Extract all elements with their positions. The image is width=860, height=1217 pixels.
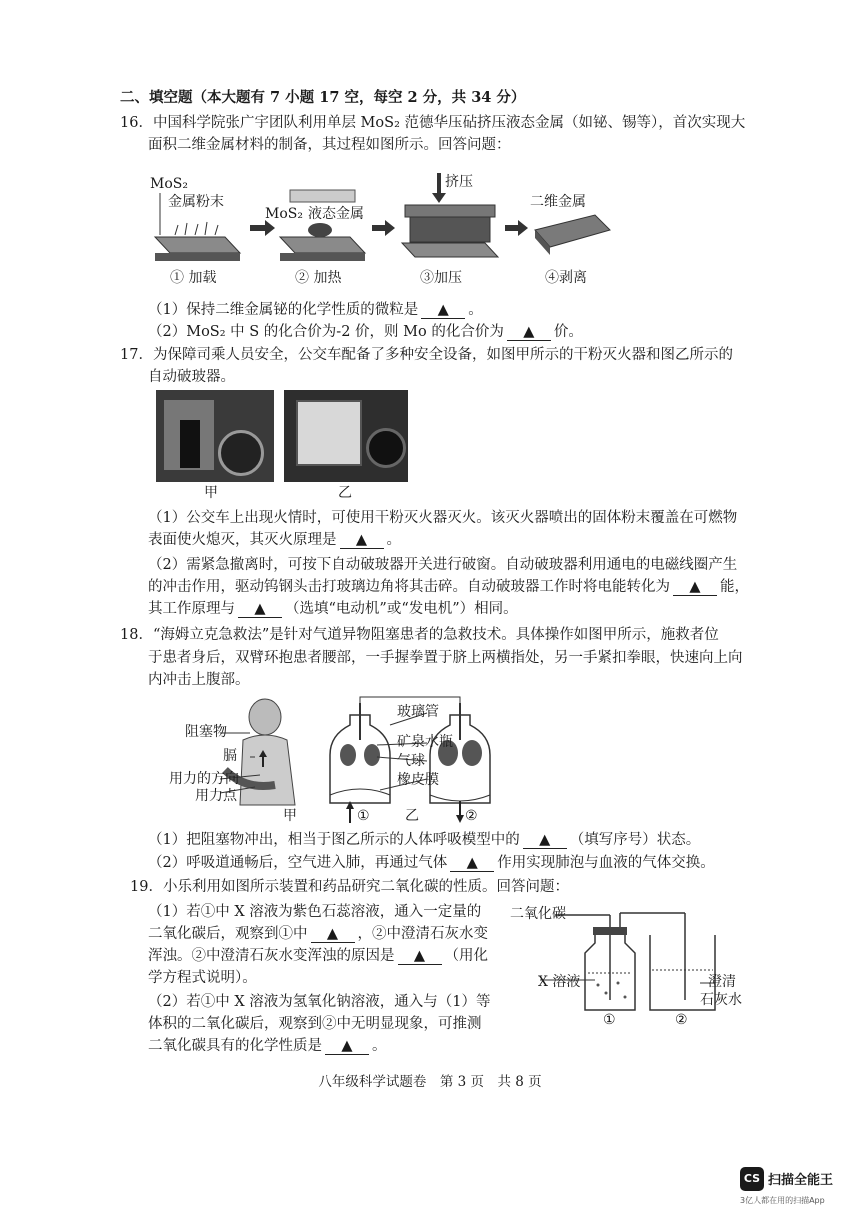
q16-part2: （2）MoS₂ 中 S 的化合价为-2 价，则 Mo 的化合价为 ▲ 价。 [148,324,583,340]
q18-part2: （2）呼吸道通畅后，空气进入肺，再通过气体 ▲ 作用实现肺泡与血液的气体交换。 [148,855,715,871]
label-limewater-2: 石灰水 [700,992,742,1008]
q16-stem-line2: 面积二维金属材料的制备，其过程如图所示。回答问题： [148,137,511,153]
label-model-state-2: ② [465,808,478,824]
caption-heimlich-a: 甲 [283,808,297,824]
answer-blank-q17-2[interactable]: ▲ [673,579,717,596]
label-step-load: ① 加载 [170,270,217,286]
photo-glass-breaker [284,390,408,482]
label-limewater-1: 澄清 [708,974,736,990]
q16-part1: （1）保持二维金属铋的化学性质的微粒是 ▲ 。 [148,302,483,318]
label-carbon-dioxide: 二氧化碳 [510,906,566,922]
q18-stem-line3: 内冲击上腹部。 [148,672,250,688]
answer-blank-q17-1[interactable]: ▲ [340,532,384,549]
heimlich-illustration [165,695,515,825]
answer-blank-q19-1[interactable]: ▲ [311,926,355,943]
q17-stem-line2: 自动破玻器。 [148,369,235,385]
q18-figure [165,695,515,825]
page-footer: 八年级科学试题卷 第 3 页 共 8 页 [318,1074,542,1090]
label-mos2-mid: MoS₂ [265,206,303,222]
q19-line2: 二氧化碳后，观察到①中 ▲ ，②中澄清石灰水变 [148,926,488,942]
caption-fig-a: 甲 [204,485,218,501]
label-beaker-2: ② [675,1012,688,1028]
q17-part1-line2: 表面使火熄灭，其灭火原理是 ▲ 。 [148,532,401,548]
photo-extinguisher [156,390,274,482]
caption-model-b: 乙 [405,808,419,824]
label-step-peel: ④剥离 [545,270,587,286]
answer-blank-q18-1[interactable]: ▲ [523,832,567,849]
label-step-press: ③加压 [420,270,462,286]
scanner-app-name: 扫描全能王 [768,1173,834,1188]
answer-blank-q19-2[interactable]: ▲ [398,948,442,965]
label-mos2-top: MoS₂ [150,176,188,192]
co2-apparatus-diagram [500,905,760,1035]
scanner-tagline: 3亿人都在用的扫描App [740,1196,825,1205]
answer-blank-q18-2[interactable]: ▲ [450,855,494,872]
answer-blank-q16-1[interactable]: ▲ [421,302,465,319]
q19-line7: 二氧化碳具有的化学性质是 ▲ 。 [148,1038,387,1054]
label-force-direction: 用力的方向 [169,771,239,787]
q19-line3: 浑浊。②中澄清石灰水变浑浊的原因是 ▲ （用化 [148,948,488,964]
section-title: 二、填空题（本大题有 7 小题 17 空，每空 2 分，共 34 分） [120,89,526,106]
q18-stem-line1: 18．“海姆立克急救法”是针对气道异物阻塞患者的急救技术。具体操作如图甲所示，施救者位 [120,627,719,643]
label-obstruction: 阻塞物 [185,724,227,740]
label-flask-1: ① [603,1012,616,1028]
q16-figure [140,165,620,300]
q16-stem-line1: 16．中国科学院张广宇团队利用单层 MoS₂ 范德华压砧挤压液态金属（如铋、锡等），首次实现大 [120,115,746,131]
label-x-solution: X 溶液 [538,974,581,990]
label-diaphragm: 膈 [223,748,237,764]
label-metal-powder: 金属粉末 [168,194,224,210]
q19-line6: 体积的二氧化碳后，观察到②中无明显现象，可推测 [148,1016,482,1032]
label-glass-tube: 玻璃管 [397,704,439,720]
q17-stem-line1: 17．为保障司乘人员安全，公交车配备了多种安全设备，如图甲所示的干粉灭火器和图乙所示的 [120,347,733,363]
q19-line1: （1）若①中 X 溶液为紫色石蕊溶液，通入一定量的 [148,904,482,920]
label-rubber-membrane: 橡皮膜 [397,772,439,788]
label-force-point: 用力点 [195,788,237,804]
scanner-watermark [740,1165,850,1209]
label-water-bottle: 矿泉水瓶 [397,734,453,750]
label-squeeze: 挤压 [445,174,473,190]
q18-part1: （1）把阻塞物冲出，相当于图乙所示的人体呼吸模型中的 ▲ （填写序号）状态。 [148,832,701,848]
q18-stem-line2: 于患者身后，双臂环抱患者腰部，一手握拳置于脐上两横指处，另一手紧扣拳眼，快速向上向 [148,650,743,666]
label-liquid-metal: 液态金属 [308,206,364,222]
q19-line5: （2）若①中 X 溶液为氢氧化钠溶液，通入与（1）等 [148,994,491,1010]
q19-apparatus [500,905,760,1035]
q17-part2-line3: 其工作原理与 ▲ （选填“电动机”或“发电机”）相同。 [148,601,518,617]
q17-part1-line1: （1）公交车上出现火情时，可使用干粉灭火器灭火。该灭火器喷出的固体粉末覆盖在可燃物 [148,510,738,526]
q17-part2-line2: 的冲击作用，驱动钨钢头击打玻璃边角将其击碎。自动破玻器工作时将电能转化为 ▲ 能， [148,579,749,595]
label-step-heat: ② 加热 [295,270,342,286]
label-model-state-1: ① [357,808,370,824]
q19-line4: 学方程式说明）。 [148,970,257,986]
label-2d-metal: 二维金属 [530,194,586,210]
q19-stem: 19．小乐利用如图所示装置和药品研究二氧化碳的性质。回答问题： [130,879,569,895]
anvil-base-1 [155,237,240,253]
label-balloon: 气球 [397,753,425,769]
caption-fig-b: 乙 [338,485,352,501]
q17-part2-line1: （2）需紧急撤离时，可按下自动破玻器开关进行破窗。自动破玻器利用通电的电磁线圈产生 [148,557,738,573]
answer-blank-q19-3[interactable]: ▲ [325,1038,369,1055]
answer-blank-q16-2[interactable]: ▲ [507,324,551,341]
scanner-logo-icon: CS [740,1167,764,1191]
answer-blank-q17-3[interactable]: ▲ [238,601,282,618]
